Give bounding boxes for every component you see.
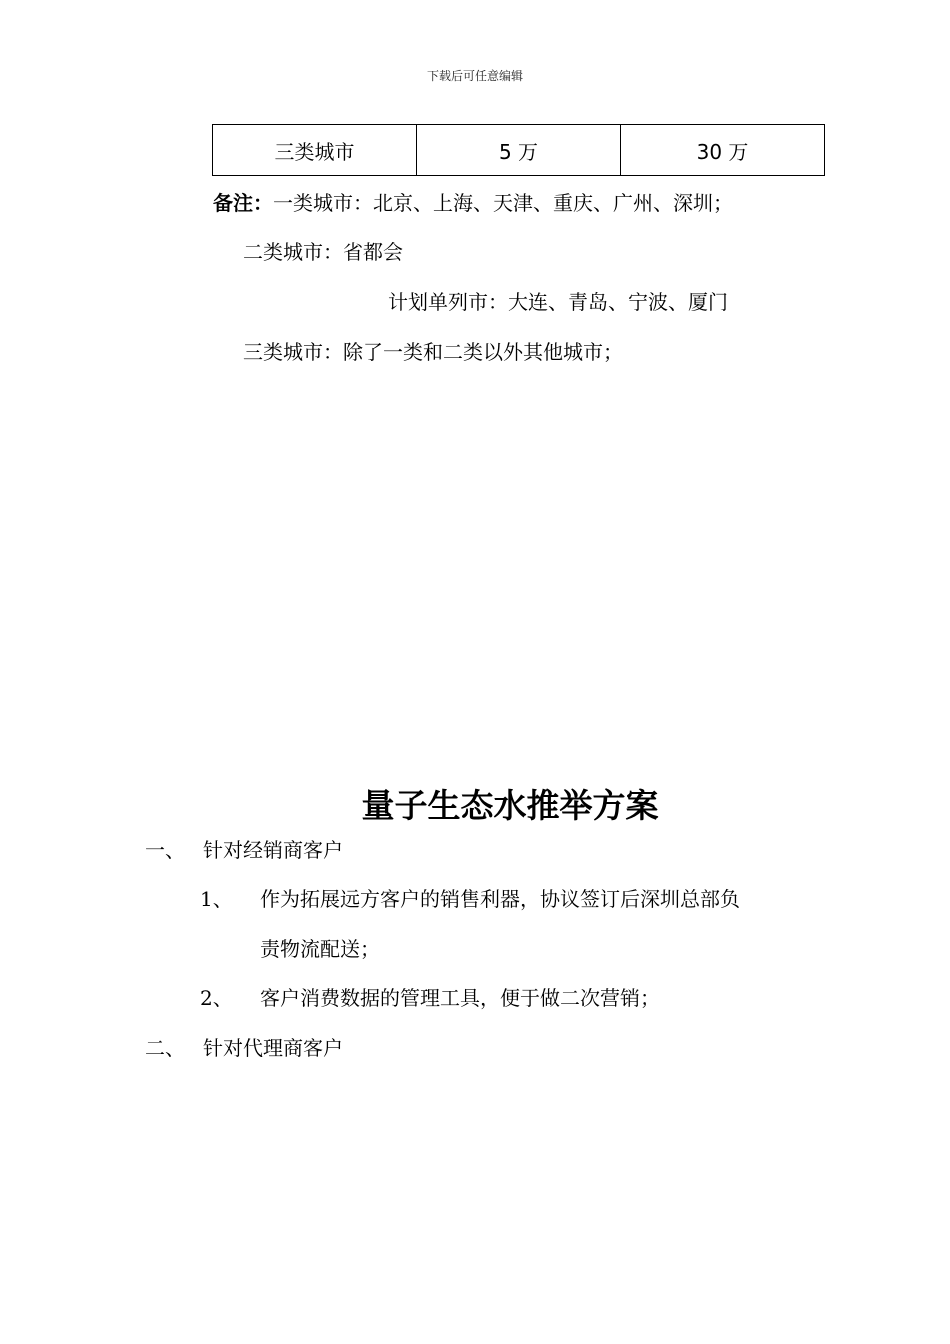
table-cell-value-1: 5 万 [417,125,621,176]
notes-line-2: 二类城市：省都会 [243,240,403,264]
notes-text-1: 一类城市：北京、上海、天津、重庆、广州、深圳； [273,191,733,215]
section-1 [145,838,343,862]
section-2 [145,1036,343,1060]
item-2-number: 2、 [200,986,233,1010]
item-1-text-1: 作为拓展远方客户的销售利器，协议签订后深圳总部负 [260,887,740,911]
table-row [213,125,825,176]
section-1-text: 针对经销商客户 [203,838,343,862]
page-header: 下载后可任意编辑 [426,69,523,83]
section-1-number: 一、 [145,838,185,862]
table-cell-city-type: 三类城市 [213,125,417,176]
section-2-number: 二、 [145,1036,185,1060]
notes-line-3: 计划单列市：大连、青岛、宁波、厦门 [388,290,728,314]
item-2-text: 客户消费数据的管理工具，便于做二次营销； [260,986,660,1010]
notes-line-1 [213,191,733,215]
page-title: 量子生态水推举方案 [361,786,659,825]
city-table [212,124,825,176]
item-1-text-2: 责物流配送； [260,937,380,961]
section-1-item-2 [200,986,660,1010]
section-2-text: 针对代理商客户 [203,1036,343,1060]
item-1-number: 1、 [200,887,233,911]
notes-line-4: 三类城市：除了一类和二类以外其他城市； [243,340,623,364]
table-cell-value-2: 30 万 [621,125,825,176]
notes-label: 备注： [213,191,273,215]
section-1-item-1 [200,887,740,911]
